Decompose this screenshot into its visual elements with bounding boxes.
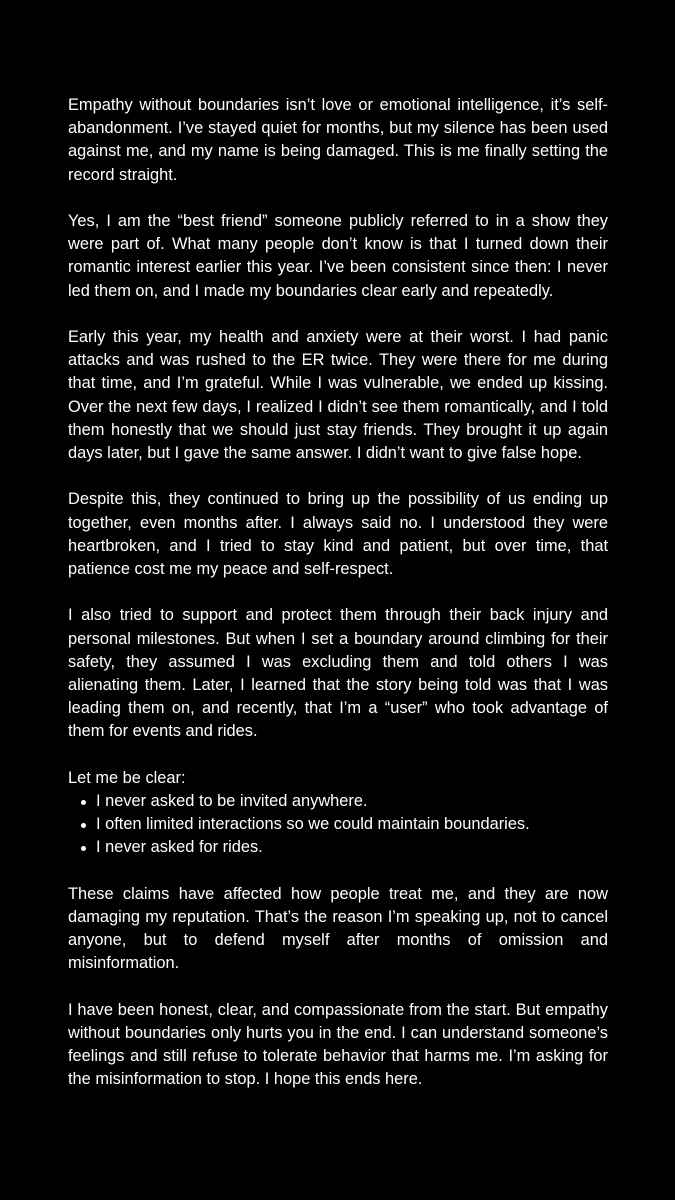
list-intro: Let me be clear:	[68, 768, 186, 787]
paragraph-5: I also tried to support and protect them through their back injury and personal milestones. But when I set a boundary around climbing for their safety, they assumed I was excluding them and told others I was alienating them. Later, I learned that the story being told was that I was leading them on, and recently, that I’m a “user” who took advantage of them for events and rides.	[68, 606, 608, 741]
paragraph-3: Early this year, my health and anxiety were at their worst. I had panic attacks and was rushed to the ER twice. They were there for me during that time, and I’m grateful. While I was vulnerable, we ended up kissing. Over the next few days, I realized I didn’t see them romantically, and I told them honestly that we should just stay friends. They brought it up again days later, but I gave the same answer. I didn’t want to give false hope.	[68, 328, 608, 463]
paragraph-6: These claims have affected how people treat me, and they are now damaging my reputation. That’s the reason I’m speaking up, not to cancel anyone, but to defend myself after months of omission and misinformation.	[68, 884, 608, 973]
list-item-text: I often limited interactions so we could maintain boundaries.	[96, 815, 530, 834]
paragraph-2: Yes, I am the “best friend” someone publicly referred to in a show they were part of. What many people don’t know is that I turned down their romantic interest earlier this year. I’ve been consistent since then: I never led them on, and I made my boundaries clear early and repeatedly.	[68, 212, 608, 300]
list-item	[68, 813, 608, 836]
statement-document	[68, 94, 608, 1115]
list-item	[68, 790, 608, 813]
bullet-dot-icon	[81, 800, 86, 805]
bullet-dot-icon	[81, 846, 86, 851]
bullet-list	[68, 790, 608, 860]
list-item-text: I never asked for rides.	[96, 838, 263, 857]
paragraph-7: I have been honest, clear, and compassionate from the start. But empathy without boundaries only hurts you in the end. I can understand someone’s feelings and still refuse to tolerate behavior that harms me. I’m asking for the misinformation to stop. I hope this ends here.	[68, 1000, 608, 1089]
list-item	[68, 836, 608, 859]
paragraph-1: Empathy without boundaries isn’t love or emotional intelligence, it’s self-abandonment. I’ve stayed quiet for months, but my silence has been used against me, and my name is being damaged. This is me finally setting the record straight.	[68, 96, 608, 184]
list-item-text: I never asked to be invited anywhere.	[96, 792, 368, 811]
paragraph-4: Despite this, they continued to bring up the possibility of us ending up together, even months after. I always said no. I understood they were heartbroken, and I tried to stay kind and patient, but over time, that patience cost me my peace and self-respect.	[68, 490, 608, 579]
bullet-dot-icon	[81, 823, 86, 828]
